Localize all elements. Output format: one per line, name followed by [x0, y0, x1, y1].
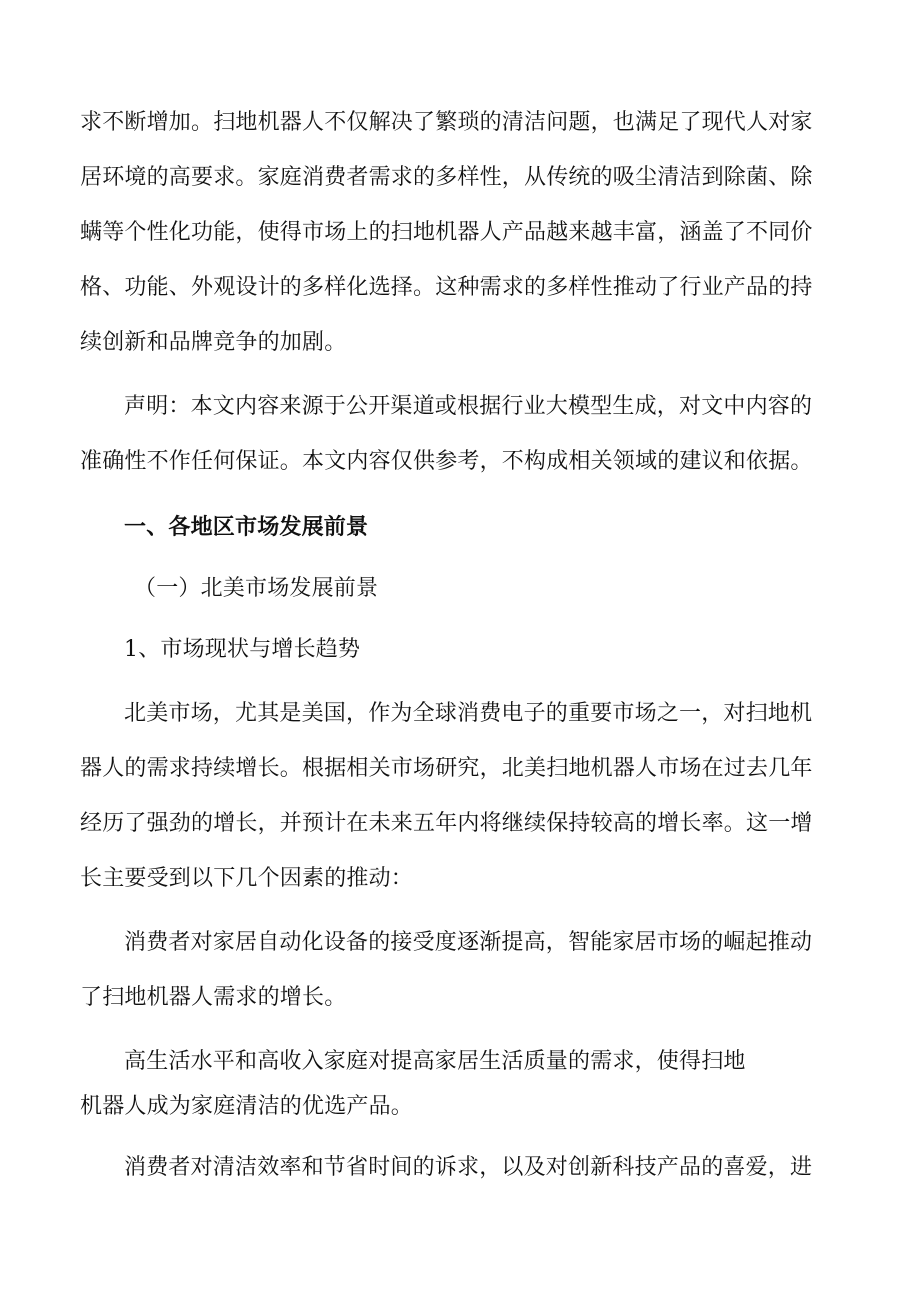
text-line: 螨等个性化功能，使得市场上的扫地机器人产品越来越丰富，涵盖了不同价: [80, 220, 813, 245]
subsubsection-heading: 1、市场现状与增长趋势: [124, 637, 361, 662]
text-line: 北美市场，尤其是美国，作为全球消费电子的重要市场之一，对扫地机: [124, 701, 813, 726]
text-line: 消费者对清洁效率和节省时间的诉求，以及对创新科技产品的喜爱，进: [124, 1155, 813, 1180]
text-line: 续创新和品牌竞争的加剧。: [80, 330, 347, 355]
text-line: 准确性不作任何保证。本文内容仅供参考，不构成相关领域的建议和依据。: [80, 449, 813, 474]
section-heading: 一、各地区市场发展前景: [124, 514, 369, 540]
text-line: 长主要受到以下几个因素的推动：: [80, 866, 414, 891]
text-line: 消费者对家居自动化设备的接受度逐渐提高，智能家居市场的崛起推动: [124, 930, 813, 955]
text-line: 居环境的高要求。家庭消费者需求的多样性，从传统的吸尘清洁到除菌、除: [80, 165, 813, 190]
text-line: 了扫地机器人需求的增长。: [80, 985, 347, 1010]
text-line: 求不断增加。扫地机器人不仅解决了繁琐的清洁问题，也满足了现代人对家: [80, 110, 813, 135]
subsection-heading: （一）北美市场发展前景: [134, 576, 379, 601]
text-line: 格、功能、外观设计的多样化选择。这种需求的多样性推动了行业产品的持: [80, 275, 813, 300]
text-line: 声明：本文内容来源于公开渠道或根据行业大模型生成，对文中内容的: [124, 394, 813, 419]
text-line: 机器人成为家庭清洁的优选产品。: [80, 1094, 414, 1119]
text-line: 器人的需求持续增长。根据相关市场研究，北美扫地机器人市场在过去几年: [80, 756, 813, 781]
text-line: 高生活水平和高收入家庭对提高家居生活质量的需求，使得扫地: [124, 1049, 746, 1074]
text-line: 经历了强劲的增长，并预计在未来五年内将继续保持较高的增长率。这一增: [80, 811, 813, 836]
